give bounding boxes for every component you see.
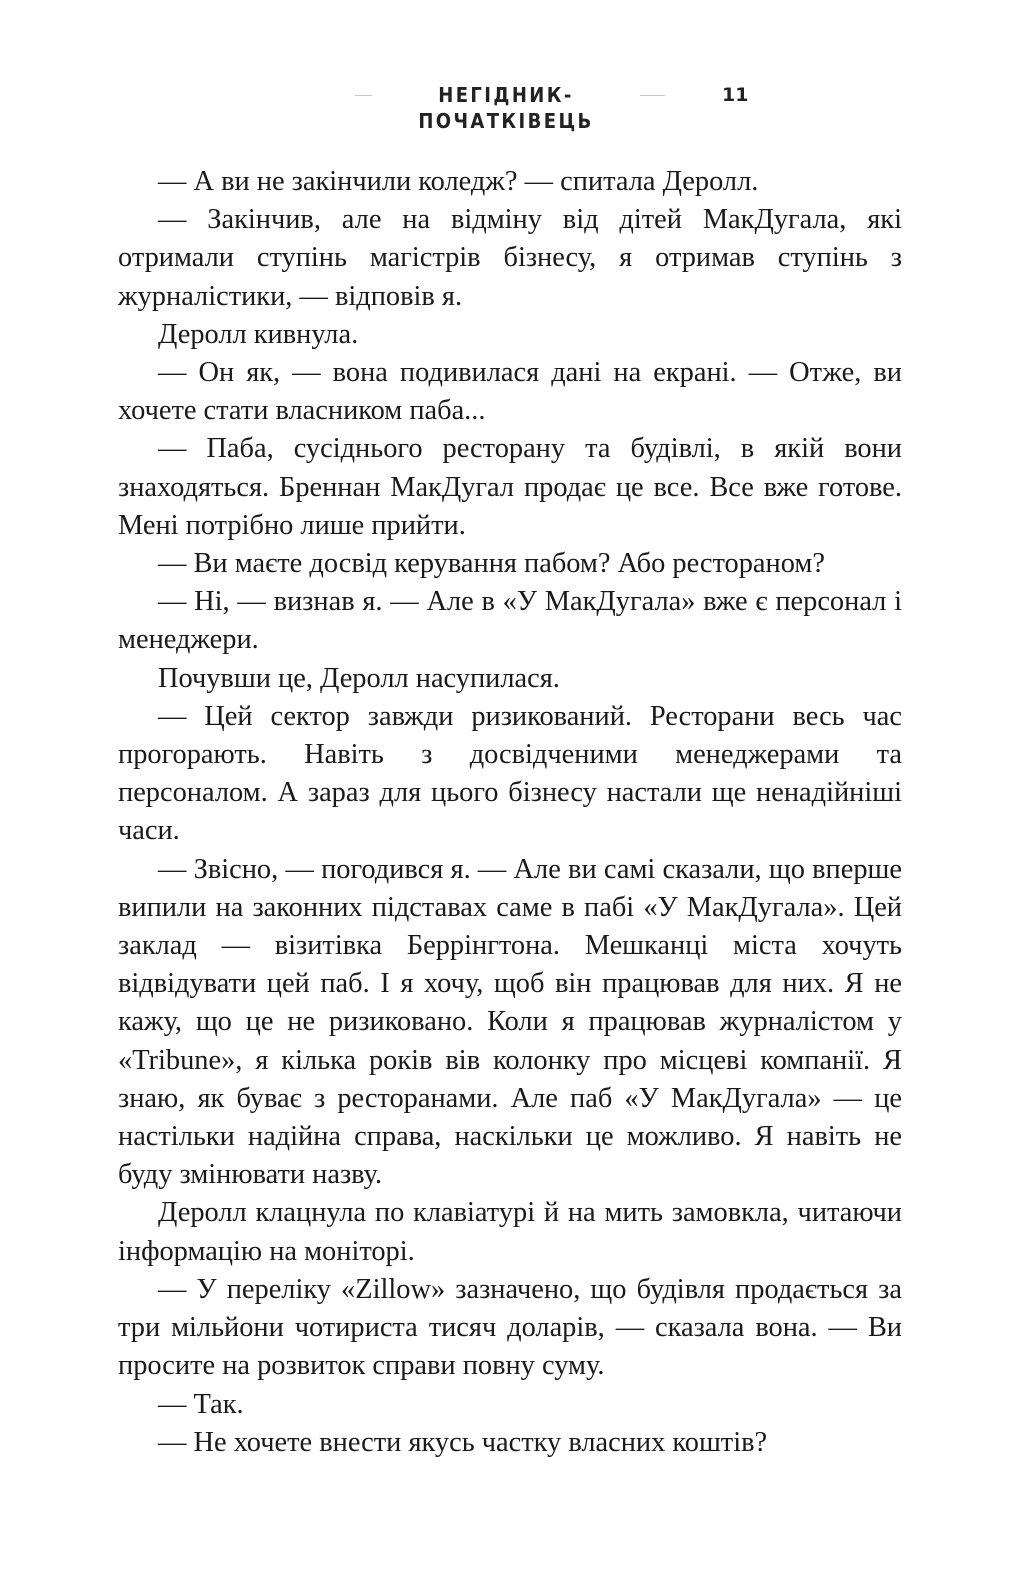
paragraph: — У переліку «Zillow» зазначено, що будівля продається за три мільйони чотириста тисяч доларів, — сказала вона. — Ви просите на розвиток справи повну суму. [118,1273,902,1382]
paragraph: — Не хочете внести якусь частку власних коштів? [158,1426,768,1458]
running-header [0,78,1024,133]
running-title: НЕГІДНИК-ПОЧАТКІВЕЦЬ [372,82,640,134]
paragraph: Почувши це, Деролл насупилася. [158,662,560,694]
paragraph: — Ви маєте досвід керування пабом? Або рестораном? [158,548,825,580]
paragraph: — А ви не закінчили коледж? — спитала Деролл. [158,166,759,197]
paragraph: — Так. [158,1388,244,1420]
paragraph: — Закінчив, але на відміну від дітей МакДугала, які отримали ступінь магістрів бізнесу, я отримав ступінь з журналістики, — відповів я. [118,204,902,312]
paragraph: Деролл кивнула. [158,318,359,350]
paragraph: — Паба, сусіднього ресторану та будівлі, в якій вони знаходяться. Бреннан МакДугал продає це все. Все вже готове. Мені потрібно лише прийти. [118,433,902,541]
paragraph: — Цей сектор завжди ризикований. Ресторани весь час прогорають. Навіть з досвідченими менеджерами та персоналом. А зараз для цього бізнесу настали ще ненадійніші часи. [118,700,902,847]
page-number: 11 [722,84,749,106]
paragraph: — Звісно, — погодився я. — Але ви самі сказали, що вперше випили на законних підставах саме в пабі «У МакДугала». Цей заклад — візитівка Беррінгтона. Мешканці міста хочуть відвідувати цей паб. І я хочу, щоб він працював для них. Я не кажу, що це не ризиковано. Коли я працював журналістом у «Tribune», я кілька років вів колонку про місцеві компанії. Я знаю, як буває з ресторанами. Але паб «У МакДугала» — це настільки надійна справа, наскільки це можливо. Я навіть не буду змінювати назву. [118,853,902,1191]
paragraph: — Он як, — вона подивилася дані на екрані. — Отже, ви хочете стати власником паба... [118,357,902,427]
body-text [118,163,902,1462]
paragraph: — Ні, — визнав я. — Але в «У МакДугала» вже є персонал і менеджери. [118,586,902,656]
paragraph: Деролл клацнула по клавіатурі й на мить замовкла, читаючи інформацію на моніторі. [118,1197,902,1267]
